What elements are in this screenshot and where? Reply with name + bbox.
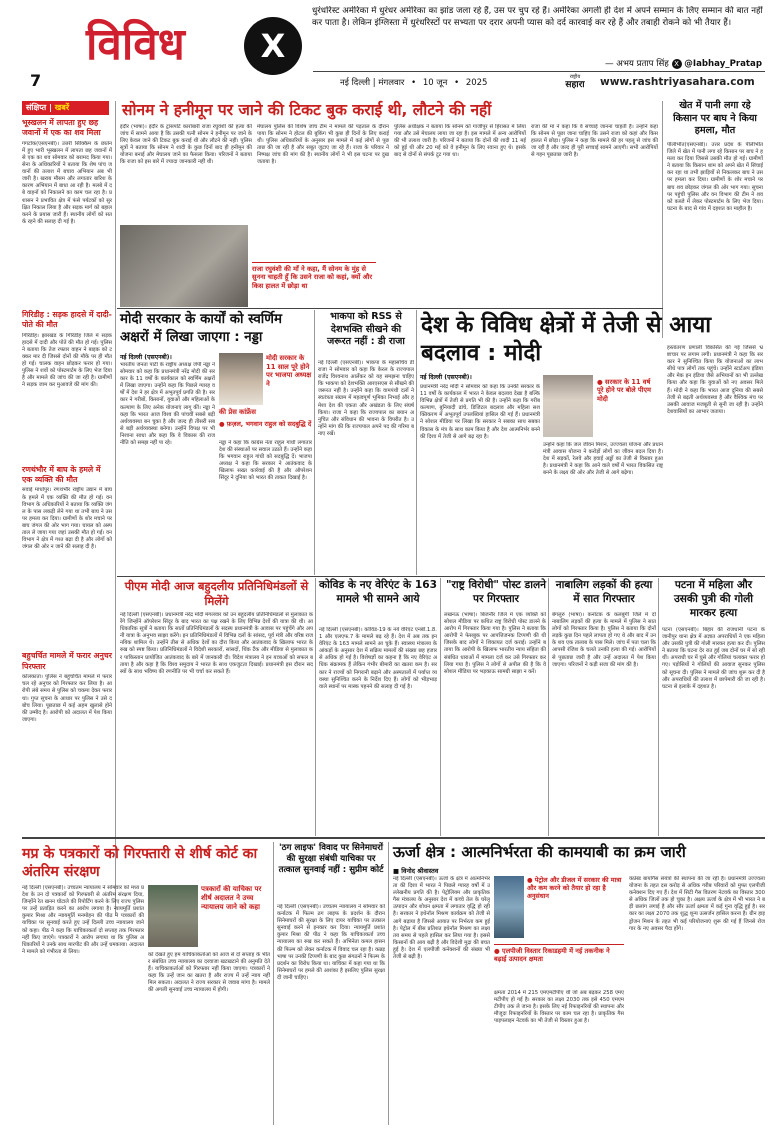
paper-name: सहारा <box>565 80 585 90</box>
col-divider <box>273 842 274 1125</box>
rss-body: नई दिल्ली (एसएनबी)। भाकपा के महासचिव डी राजा ने सोमवार को कहा कि केरल के राज्यपाल राजेंद्र विश्वनाथ आर्लेकर को यह समझना चाहिए कि भाकपा को देशभक्ति आरएसएस से सीखने की जरूरत नहीं है। उन्होंने कहा कि वामपंथी दलों ने स्वतंत्रता संग्राम में महत्वपूर्ण भूमिका निभाई और हमेशा देश की एकता और अखंडता के लिए संघर्ष किया। राजा ने कहा कि राज्यपाल का बयान अनुचित और संविधान की भावना के विपरीत है। उन्होंने मांग की कि राज्यपाल अपने पद की गरिमा बनाए रखें। <box>318 360 414 437</box>
mp-headline: मप्र के पत्रकारों को गिरफ्तारी से शीर्ष कोर्ट का अंतरिम संरक्षण <box>22 846 258 881</box>
story-title-s3: रणथंभौर में बाघ के हमले में एक व्यक्ति की मौत <box>22 464 101 485</box>
modi-body: प्रधानमंत्री नरेंद्र मोदी ने सोमवार को कहा कि उनकी सरकार के 11 वर्षों के कार्यकाल में भारत ने केवल बदलाव देखा है बल्कि विभिन्न क्षेत्रों में तेजी से प्रगति भी की है। उन्होंने कहा कि गरीब कल्याण, बुनियादी ढांचे, डिजिटल बदलाव और महिला सशक्तिकरण में अभूतपूर्व उपलब्धियां हासिल की गई हैं। प्रधानमंत्री ने सोशल मीडिया पर लिखा कि सरकार ने सबका साथ सबका विकास के मंत्र के साथ काम किया है और देश आत्मनिर्भर बनने की दिशा में तेजी से आगे बढ़ रहा है। <box>420 384 540 440</box>
nabalig-body: बेंगलुरु (भाषा)। कर्नाटक के कलबुर्गी जिले में दो नाबालिग लड़कों की हत्या के मामले में पुलिस ने सात लोगों को गिरफ्तार किया है। पुलिस ने बताया कि दोनों लड़के कुछ दिन पहले लापता हो गए थे और बाद में उनके शव एक तालाब के पास मिले। जांच में पता चला कि आपसी रंजिश के चलते उनकी हत्या की गई। आरोपियों से पूछताछ जारी है और उन्हें अदालत में पेश किया जाएगा। परिजनों ने कड़ी सजा की मांग की है। <box>552 612 656 668</box>
urja-caption-2: ● एलपीजी विस्तार रिकाडहमी में नई तकनीक ने बढ़ाई उत्पादन क्षमता <box>494 944 624 964</box>
page-number: 7 <box>30 71 42 90</box>
nadda-body: भारतीय जनता पार्टी के राष्ट्रीय अध्यक्ष जेपी नड्डा ने सोमवार को कहा कि प्रधानमंत्री नरेंद्र मोदी की सरकार के 11 वर्षों के कार्यकाल को स्वर्णिम अक्षरों में लिखा जाएगा। उन्होंने कहा कि पिछले ग्यारह वर्षों में देश ने हर क्षेत्र में अभूतपूर्व प्रगति की है। सरकार ने गरीबों, किसानों, युवाओं और महिलाओं के कल्याण के लिए अनेक योजनाएं लागू कीं। नड्डा ने कहा कि भारत आज विश्व की पांचवीं सबसे बड़ी अर्थव्यवस्था बन चुका है और जल्द ही तीसरी सबसे बड़ी अर्थव्यवस्था बनेगा। उन्होंने विपक्ष पर भी निशाना साधा और कहा कि वे विकास की राजनीति को समझ नहीं पा रहे। <box>120 362 215 447</box>
nadda-headline: मोदी सरकार के कार्यों को स्वर्णिम अक्षरों में लिखा जाएगा : नड्डा <box>120 312 282 345</box>
paper-top: राष्ट्रीय <box>569 74 581 80</box>
lead-caption-text: राजा रघुवंशी की माँ ने कहा, मैं सोनम के मुंह से सुनना चाहती हूँ कि उसने राजा को कहां, क्यों और किस हालत में छोड़ा था <box>252 265 373 290</box>
nadda-dateline: नई दिल्ली (एसएनबी)। <box>120 354 172 361</box>
col-divider <box>548 578 549 836</box>
story-title-s2: गिरिडीह : सड़क हादसे में दादी-पोते की मौत <box>22 309 112 330</box>
date: 10 जून <box>422 78 448 88</box>
story-body: कोलकाता। पुलिस ने बहुचर्चित मामले में फरार चल रहे अनुचर को गिरफ्तार कर लिया है। आरोपी लंबे समय से पुलिस को चकमा देकर फरार था। गुप्त सूचना के आधार पर पुलिस ने उसे दबोच लिया। पूछताछ में कई अहम खुलासे होने की उम्मीद है। आरोपी को अदालत में पेश किया जाएगा। <box>22 674 112 723</box>
masthead-rule <box>313 71 765 72</box>
col-divider <box>315 578 316 836</box>
modi-body: उन्होंने कहा कि जल जीवन मिशन, उज्ज्वला योजना और प्रधानमंत्री आवास योजना ने करोड़ों लोगों का जीवन बदल दिया है। देश में सड़कों, रेलवे और हवाई अड्डों का तेजी से विस्तार हुआ है। प्रधानमंत्री ने कहा कि आने वाले वर्षों में भारत विकसित राष्ट्र बनने के लक्ष्य की ओर और तेजी से आगे बढ़ेगा। <box>543 442 663 477</box>
right1-body: पीलीभीत(एसएनबी)। उत्तर प्रदेश के पीलीभीत जिले में खेत में पानी लगा रहे किसान पर बाघ ने हमला कर दिया जिससे उसकी मौत हो गई। ग्रामीणों ने बताया कि किसान शाम को अपने खेत में सिंचाई कर रहा था तभी झाड़ियों से निकलकर बाघ ने उस पर हमला कर दिया। ग्रामीणों के शोर मचाने पर बाघ शव छोड़कर जंगल की ओर भाग गया। सूचना पर पहुंची पुलिस और वन विभाग की टीम ने शव को कब्जे में लेकर पोस्टमार्टम के लिए भेज दिया। घटना के बाद से गांव में दहशत का माहौल है। <box>667 142 763 212</box>
quote-attribution: — अभय प्रताप सिंह X @Iabhay_Pratap <box>604 59 762 69</box>
urja-headline: ऊर्जा क्षेत्र : आत्मनिर्भरता की कामयाबी का क्रम जारी <box>393 843 686 861</box>
lead-caption <box>252 262 376 308</box>
section-rule <box>117 308 663 309</box>
col-divider <box>416 310 417 575</box>
nadda-photo <box>219 353 263 405</box>
rss-headline: भाकपा को RSS से देशभक्ति सीखने की जरूरत नहीं : डी राजा <box>327 311 405 347</box>
nabalig-headline: नाबालिग लड़कों की हत्या में सात गिरफ्तार <box>555 579 653 605</box>
patna-body: पटना (एसएनबी)। बिहार की राजधानी पटना के जानीपुर थाना क्षेत्र में अज्ञात अपराधियों ने एक महिला और उसकी पुत्री की गोली मारकर हत्या कर दी। पुलिस ने बताया कि घटना देर रात हुई जब दोनों घर में सो रही थीं। अपराधी घर में घुसे और गोलियां चलाकर फरार हो गए। पड़ोसियों ने गोलियों की आवाज सुनकर पुलिस को सूचना दी। पुलिस ने मामले की जांच शुरू कर दी है और अपराधियों की तलाश में छापेमारी की जा रही है। घटना से इलाके में दहशत है। <box>662 627 765 690</box>
rashtra-headline: "राष्ट्र विरोधी" पोस्ट डालने पर गिरफ्तार <box>445 579 547 605</box>
urja-caption-1: ● पेट्रोल और डीजल में सरकार की मात्रा और कम करने को तैयार हो रहा है अनुसंधान <box>527 876 622 901</box>
modi-headline: देश के विविध क्षेत्रों में तेजी से आया बदलाव : मोदी <box>421 312 712 366</box>
thag-headline: 'ठग लाइफ' विवाद पर सिनेमाघरों की सुरक्षा संबंधी याचिका पर तत्काल सुनवाई नहीं : सुप्रीम कोर्ट <box>278 843 384 876</box>
rashtra-body: लखनऊ (भाषा)। बिजनौर जिले में एक व्यक्ति को सोशल मीडिया पर कथित राष्ट्र विरोधी पोस्ट डालने के आरोप में गिरफ्तार किया गया है। पुलिस ने बताया कि आरोपी ने फेसबुक पर आपत्तिजनक टिप्पणी की थी जिसके बाद लोगों ने शिकायत दर्ज कराई। उन्होंने बताया कि आरोपी के खिलाफ भारतीय न्याय संहिता की संबंधित धाराओं में मामला दर्ज कर उसे गिरफ्तार कर लिया गया है। पुलिस ने लोगों से अपील की है कि वे सोशल मीडिया पर भड़काऊ सामग्री साझा न करें। <box>444 612 546 675</box>
brief-header: संक्षिप्त | खबरें <box>22 101 109 115</box>
urja-photo <box>494 876 524 938</box>
section-rule <box>117 576 765 577</box>
col-divider <box>314 310 315 575</box>
story-body: गंगटोक(एसएनबी)। उत्तरी सिक्किम के छातेन में हुए भारी भूस्खलन में लापता छह जवानों में से एक का शव सोमवार को बरामद किया गया। सेना के अधिकारियों ने बताया कि शेष पांच जवानों की तलाश में बचाव अभियान अब भी जारी है। खराब मौसम और लगातार बारिश के कारण अभियान में बाधा आ रही है। मलबे में दबे वाहनों को निकालने का काम चल रहा है। प्रशासन ने प्रभावित क्षेत्र में फंसे पर्यटकों को सुरक्षित निकाल लिया है और सड़क मार्ग को बहाल करने के प्रयास जारी हैं। स्थानीय लोगों को सतर्क रहने की सलाह दी गई है। <box>22 140 112 225</box>
masthead <box>0 0 768 97</box>
brand-title: विविध <box>86 19 185 70</box>
lead-body: मेघालय पुलिस की विशेष जांच टीम ने मामले की पड़ताल के दौरान पाया कि सोनम ने होटल की बुकिंग भी कुछ ही दिनों के लिए कराई थी। पुलिस अधिकारियों के अनुसार इस मामले में कई लोगों से पूछताछ की जा रही है और सबूत जुटाए जा रहे हैं। राजा के परिवार ने निष्पक्ष जांच की मांग की है। स्थानीय लोगों ने भी इस घटना पर दुख जताया है। <box>257 124 389 166</box>
urja-byline: ■ विनोद श्रीवास्तव <box>393 867 439 875</box>
x-icon: X <box>672 59 682 69</box>
patna-headline: पटना में महिला और उसकी पुत्री की गोली मारकर हत्या <box>673 579 754 619</box>
mp-caption: पत्रकारों की याचिका पर शीर्ष अदालत ने उच्च न्यायालय जाने को कहा <box>201 885 262 911</box>
nadda-caption-b: की प्रेस कांफ्रेंस <box>219 408 256 416</box>
court-photo <box>148 885 198 947</box>
city-date: नई दिल्ली | मंगलवार <box>340 78 405 88</box>
x-logo-icon: X <box>244 17 302 75</box>
lead-photo <box>120 225 248 307</box>
brief-sub: खबरें <box>54 103 70 112</box>
year: 2025 <box>465 78 488 88</box>
brief-label: संक्षिप्त <box>26 103 47 112</box>
urja-body: क्षमता 2014 में 215 एमएमटीपीए थी जो अब बढ़कर 258 एमएमटीपीए हो गई है। सरकार का लक्ष्य 2030 तक इसे 450 एमएमटीपीए तक ले जाना है। इसके लिए नई रिफाइनरियों की स्थापना और मौजूदा रिफाइनरियों के विस्तार पर काम चल रहा है। प्राकृतिक गैस पाइपलाइन नेटवर्क का भी तेजी से विस्तार हुआ है। <box>494 990 624 1025</box>
lead-headline: सोनम ने हनीमून पर जाने की टिकट बुक कराई थी, लौटने की नहीं <box>122 101 492 119</box>
urja-body: कंप्रेस्ड बायोगैस संयंत्रों की स्थापना की जा रही है। प्रधानमंत्री उज्ज्वला योजना के तहत दस करोड़ से अधिक गरीब परिवारों को मुफ्त एलपीजी कनेक्शन दिए गए हैं। देश में सिटी गैस वितरण नेटवर्क का विस्तार 300 से अधिक जिलों तक हो चुका है। अक्षय ऊर्जा के क्षेत्र में भी भारत ने बड़ी छलांग लगाई है और सौर ऊर्जा क्षमता में कई गुना वृद्धि हुई है। सरकार का लक्ष्य 2070 तक शुद्ध शून्य उत्सर्जन हासिल करना है। ग्रीन हाइड्रोजन मिशन के तहत भी कई परियोजनाएं शुरू की गई हैं जिनसे रोजगार के नए अवसर पैदा होंगे। <box>629 876 765 932</box>
col-divider <box>115 101 116 916</box>
col-divider <box>658 578 659 836</box>
lead-body: पुलिस अधीक्षक ने बताया कि सोनम को गाजीपुर से हिरासत में लिया गया और उसे मेघालय लाया जा रहा है। इस मामले में अन्य आरोपियों की भी तलाश जारी है। परिजनों ने बताया कि दोनों की शादी 11 मई को हुई थी और 20 मई को वे हनीमून के लिए रवाना हुए थे। इसके बाद से दोनों से संपर्क टूट गया था। <box>394 124 526 159</box>
nadda-caption-c: ● फ़ज़ल, भगवान राहुल को सदबुद्धि दें <box>219 420 312 428</box>
covid-body: नई दिल्ली (एसएनबी)। कोविड-19 के नये वेरिएंट एनबी.1.8.1 और एलएफ.7 के मामले बढ़ रहे हैं। देश में अब तक इन वेरिएंट के 163 मामले सामने आ चुके हैं। स्वास्थ्य मंत्रालय के आंकड़ों के अनुसार देश में सक्रिय मामलों की संख्या छह हजार से अधिक हो गई है। विशेषज्ञों का कहना है कि नए वेरिएंट अधिक संक्रामक हैं लेकिन गंभीर बीमारी का खतरा कम है। सरकार ने राज्यों को निगरानी बढ़ाने और अस्पतालों में पर्याप्त व्यवस्था सुनिश्चित करने के निर्देश दिए हैं। लोगों को भीड़भाड़ वाले स्थानों पर मास्क पहनने की सलाह दी गई है। <box>319 627 437 690</box>
story-body: गिरिडीह। झारखंड के गिरिडीह जिले में सड़क हादसे में दादी और पोते की मौत हो गई। पुलिस ने बताया कि तेज रफ्तार वाहन ने बाइक को टक्कर मार दी जिससे दोनों की मौके पर ही मौत हो गई। चालक वाहन छोड़कर फरार हो गया। पुलिस ने शवों को पोस्टमार्टम के लिए भेज दिया है और मामले की जांच की जा रही है। ग्रामीणों ने सड़क जाम कर मुआवजे की मांग की। <box>22 332 112 389</box>
site-url[interactable]: www.rashtriyasahara.com <box>600 76 755 88</box>
author-handle: @Iabhay_Pratap <box>684 59 762 69</box>
modi-dateline: नई दिल्ली (एसएनबी)। <box>420 374 472 381</box>
section-rule-thick <box>22 837 765 839</box>
mp-body: नई दिल्ली (एसएनबी)। उच्चतम न्यायालय ने सोमवार को मध्य प्रदेश के उन दो पत्रकारों को गिरफ्तारी से अंतरिम संरक्षण दिया, जिन्होंने रेत खनन घोटाले की रिपोर्टिंग करने के लिए राज्य पुलिस पर उन्हें प्रताड़ित करने का आरोप लगाया है। न्यायमूर्ति प्रशांत कुमार मिश्रा और न्यायमूर्ति मनमोहन की पीठ ने पत्रकारों की याचिका पर सुनवाई करते हुए उन्हें दिल्ली उच्च न्यायालय जाने को कहा। पीठ ने कहा कि याचिकाकर्ता दो सप्ताह तक गिरफ्तार नहीं किए जाएंगे। पत्रकारों ने आरोप लगाया था कि पुलिस अधिकारियों ने उनके साथ मारपीट की और उन्हें धमकाया। अदालत ने मामले को गंभीरता से लिया। <box>22 885 144 955</box>
paper-logo <box>555 74 595 92</box>
left-column <box>22 118 112 804</box>
modi-photo <box>543 375 593 437</box>
nadda-body: नड्डा ने कहा कि कांग्रेस नेता राहुल गांधी लगातार देश की संस्थाओं पर सवाल उठाते हैं। उन्होंने कहा कि भगवान राहुल गांधी को सदबुद्धि दें। भाजपा अध्यक्ष ने कहा कि सरकार ने आतंकवाद के खिलाफ सख्त कार्रवाई की है और ऑपरेशन सिंदूर ने दुनिया को भारत की ताकत दिखाई है। <box>219 440 312 482</box>
col-divider <box>662 101 663 338</box>
mp-body: को देखते हुए हम याचिकाकर्ताओं को आज से दो सप्ताह के भीतर संबंधित उच्च न्यायालय का दरवाजा खटखटाने की अनुमति देते हैं। याचिकाकर्ताओं को गिरफ्तार नहीं किया जाएगा। पत्रकारों ने कहा कि उन्हें जान का खतरा है और राज्य में उन्हें न्याय नहीं मिल सकता। अदालत ने राज्य सरकार से जवाब मांगा है। मामले की अगली सुनवाई उच्च न्यायालय में होगी। <box>148 952 270 994</box>
pm-headline: पीएम मोदी आज बहुदलीय प्रतिनिधिमंडलों से मिलेंगे <box>124 579 309 608</box>
quote-text: धुरंधरिस्ट अमेरिका में धुरंधर अमेरिका का झांड जला रहे हैं, उस पर चुप रहे हैं। अमेरिका अगली ही देश में अपने सम्मान के लिए सम्मान की बात नहीं कर पाता है। लेकिन इंग्लिस्ता में धुरंधरिस्टों पर सभ्यता पर दरार अपनी प्यास को दर्द कारवाई कर रहे हैं और तबाही रोकने को भी तैयार हैं। <box>312 6 763 28</box>
urja-byline-text: विनोद श्रीवास्तव <box>401 867 439 875</box>
modi-body: हस्तांतरण प्रणाली विकसित की गई जिससे भ्रष्टाचार पर लगाम लगी। प्रधानमंत्री ने कहा कि सरकार ने सुनिश्चित किया कि योजनाओं का लाभ सीधे पात्र लोगों तक पहुंचे। उन्होंने स्टार्टअप इंडिया और मेक इन इंडिया जैसे अभियानों का भी उल्लेख किया और कहा कि युवाओं को नए अवसर मिले हैं। मोदी ने कहा कि भारत आज दुनिया की सबसे तेजी से बढ़ती अर्थव्यवस्था है और वैश्विक मंच पर उसकी आवाज मजबूती से सुनी जा रही है। उन्होंने देशवासियों का आभार जताया। <box>667 345 763 415</box>
modi-caption: ● सरकार के 11 वर्ष पूरे होने पर बोले पीएम मोदी <box>597 378 651 403</box>
col-divider <box>440 578 441 836</box>
author-name: अभय प्रताप सिंह <box>616 59 669 69</box>
covid-headline: कोविड के नए वेरिएंट के 163 मामले भी सामने आये <box>319 579 437 605</box>
right1-headline: खेत में पानी लगा रहे किसान पर बाघ ने किया हमला, मौत <box>673 100 757 136</box>
story-title-s4: बहुचर्चित मामले में फरार अनुचर पिरफ्तार <box>22 651 112 671</box>
col-divider <box>388 842 389 1125</box>
lead-body: इंदौर (भाषा)। इंदौर के ट्रांसपोर्ट कारोबारी राजा रघुवंशी की हत्या की जांच में सामने आया है कि उसकी पत्नी सोनम ने हनीमून पर जाने के लिए केवल जाने की टिकट बुक कराई थी और लौटने की नहीं। पुलिस सूत्रों ने बताया कि सोनम ने शादी के कुछ दिनों बाद ही हनीमून की योजना बनाई और मेघालय जाने का फैसला किया। परिजनों ने बताया कि राजा को इस बारे में ज्यादा जानकारी नहीं थी। <box>120 124 252 166</box>
thag-body: नई दिल्ली (एसएनबी)। उच्चतम न्यायालय ने सोमवार को कर्नाटक में फिल्म ठग लाइफ के प्रदर्शन के दौरान सिनेमाघरों की सुरक्षा के लिए दायर याचिका पर तत्काल सुनवाई करने से इनकार कर दिया। न्यायमूर्ति प्रशांत कुमार मिश्रा की पीठ ने कहा कि याचिकाकर्ता उच्च न्यायालय का रुख कर सकते हैं। अभिनेता कमल हासन की फिल्म को लेकर कर्नाटक में विवाद चल रहा है। कन्नड़ भाषा पर उनकी टिप्पणी के बाद कुछ संगठनों ने फिल्म के प्रदर्शन का विरोध किया था। याचिका में कहा गया था कि सिनेमाघरों पर हमले की आशंका है इसलिए पुलिस सुरक्षा दी जानी चाहिए। <box>277 904 385 981</box>
dateline-bar: नई दिल्ली | मंगलवार • 10 जून • 2025 <box>340 78 488 88</box>
nadda-caption-a: मोदी सरकार के 11 साल पूरे होने पर भाजपा अध्यक्ष ने <box>266 354 312 388</box>
story-body: सवाई माधोपुर। रणथंभौर राष्ट्रीय उद्यान में बाघ के हमले में एक व्यक्ति की मौत हो गई। वन विभाग के अधिकारियों ने बताया कि व्यक्ति जंगल के पास लकड़ी लेने गया था तभी बाघ ने उस पर हमला कर दिया। ग्रामीणों के शोर मचाने पर बाघ जंगल की ओर भाग गया। घायल को अस्पताल ले जाया गया जहां उसकी मौत हो गई। वन विभाग ने क्षेत्र में गश्त बढ़ा दी है और लोगों को जंगल की ओर न जाने की सलाह दी है। <box>22 487 112 551</box>
story-title-s1: भूस्खलन में लापता हुए छह जवानों में एक का शव मिला <box>22 118 101 138</box>
pm-body: नई दिल्ली (एसएनबी)। प्रधानमंत्री नरेंद्र मोदी मंगलवार को उन बहुदलीय प्रतिनिधिमंडलों से मुलाकात करेंगे जिन्होंने ऑपरेशन सिंदूर के बाद भारत का पक्ष रखने के लिए विभिन्न देशों की यात्रा की थी। आधिकारिक सूत्रों ने बताया कि सातों प्रतिनिधिमंडलों के सदस्य प्रधानमंत्री के आवास पर पहुंचेंगे और अपनी यात्रा के अनुभव साझा करेंगे। इन प्रतिनिधिमंडलों में विभिन्न दलों के सांसद, पूर्व मंत्री और वरिष्ठ राजनयिक शामिल थे। उन्होंने तीस से अधिक देशों का दौरा किया और आतंकवाद के खिलाफ भारत के रुख को स्पष्ट किया। प्रतिनिधिमंडलों ने विदेशी सरकारों, सांसदों, थिंक टैंक और मीडिया से मुलाकात कर पाकिस्तान प्रायोजित आतंकवाद के बारे में जानकारी दी। विदेश मंत्रालय ने इन यात्राओं को सफल बताया है और कहा है कि विश्व समुदाय ने भारत के साथ एकजुटता दिखाई। प्रधानमंत्री इस दौरान सदस्यों के साथ भविष्य की रणनीति पर भी चर्चा कर सकते हैं। <box>120 612 313 675</box>
lead-body: राजा की मां ने कहा कि वे सच्चाई जानना चाहती हैं। उन्होंने कहा कि सोनम से पूछा जाना चाहिए कि उसने राजा को कहां और किस हालत में छोड़ा। पुलिस ने कहा कि मामले की हर पहलू से जांच की जा रही है और जल्द ही पूरी सच्चाई सामने आएगी। सभी आरोपियों से गहन पूछताछ जारी है। <box>531 124 658 159</box>
urja-body: नई दिल्ली (एसएनबी)। ऊर्जा के क्षेत्र में आत्मनिर्भरता की दिशा में भारत ने पिछले ग्यारह वर्षों में उल्लेखनीय प्रगति की है। पेट्रोलियम और प्राकृतिक गैस मंत्रालय के अनुसार देश में कच्चे तेल के घरेलू उत्पादन और शोधन क्षमता में लगातार वृद्धि हो रही है। सरकार ने इथेनॉल मिश्रण कार्यक्रम को तेजी से आगे बढ़ाया है जिससे आयात पर निर्भरता कम हुई है। पेट्रोल में बीस प्रतिशत इथेनॉल मिश्रण का लक्ष्य तय समय से पहले हासिल कर लिया गया है। इससे किसानों की आय बढ़ी है और विदेशी मुद्रा की बचत हुई है। देश में एलपीजी कनेक्शनों की संख्या भी तेजी से बढ़ी है। <box>393 876 490 961</box>
